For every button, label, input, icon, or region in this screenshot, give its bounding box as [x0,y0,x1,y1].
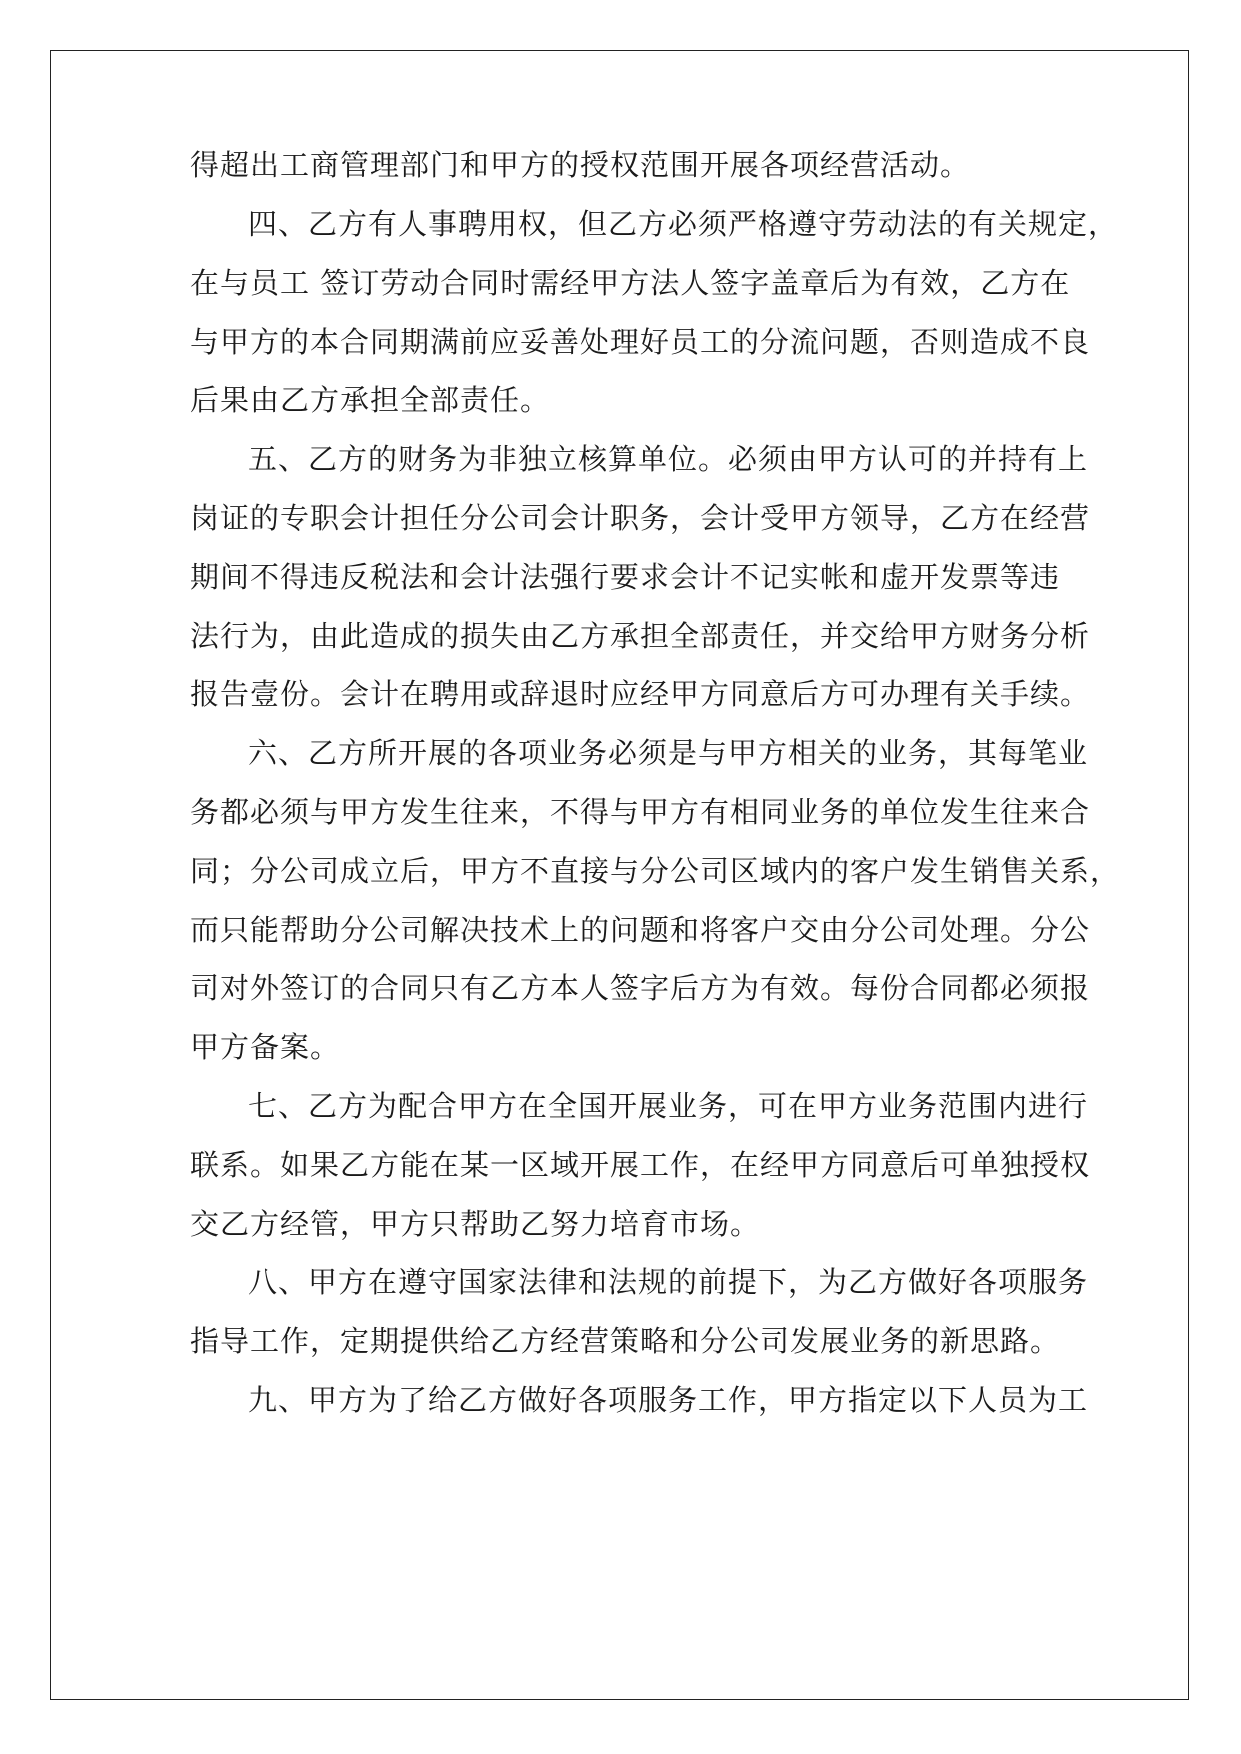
text-line: 岗证的专职会计担任分公司会计职务，会计受甲方领导，乙方在经营 [190,501,1091,535]
text-line: 法行为，由此造成的损失由乙方承担全部责任，并交给甲方财务分析 [190,619,1091,653]
clause-4-start: 四、乙方有人事聘用权，但乙方必须严格遵守劳动法的有关规定， [248,207,1119,241]
clause-6-start: 六、乙方所开展的各项业务必须是与甲方相关的业务，其每笔业 [248,736,1089,770]
text-line: 指导工作，定期提供给乙方经营策略和分公司发展业务的新思路。 [190,1324,1061,1358]
clause-8-start: 八、甲方在遵守国家法律和法规的前提下，为乙方做好各项服务 [248,1265,1089,1299]
text-line: 联系。如果乙方能在某一区域开展工作，在经甲方同意后可单独授权 [190,1148,1091,1182]
text-line: 后果由乙方承担全部责任。 [190,383,551,417]
text-line: 期间不得违反税法和会计法强行要求会计不记实帐和虚开发票等违 [190,560,1061,594]
text-line: 得超出工商管理部门和甲方的授权范围开展各项经营活动。 [190,148,971,182]
text-line: 同；分公司成立后，甲方不直接与分公司区域内的客户发生销售关系， [190,854,1121,888]
text-line: 司对外签订的合同只有乙方本人签字后方为有效。每份合同都必须报 [190,971,1091,1005]
clause-5-start: 五、乙方的财务为非独立核算单位。必须由甲方认可的并持有上 [248,442,1089,476]
text-line: 甲方备案。 [190,1030,341,1064]
text-line: 报告壹份。会计在聘用或辞退时应经甲方同意后方可办理有关手续。 [190,677,1091,711]
text-line: 在与员工 签订劳动合同时需经甲方法人签字盖章后为有效，乙方在 [190,266,1071,300]
text-line: 交乙方经管，甲方只帮助乙努力培育市场。 [190,1207,761,1241]
text-line: 务都必须与甲方发生往来，不得与甲方有相同业务的单位发生往来合 [190,795,1091,829]
clause-7-start: 七、乙方为配合甲方在全国开展业务，可在甲方业务范围内进行 [248,1089,1089,1123]
text-line: 与甲方的本合同期满前应妥善处理好员工的分流问题，否则造成不良 [190,325,1091,359]
text-line: 而只能帮助分公司解决技术上的问题和将客户交由分公司处理。分公 [190,913,1091,947]
clause-9-start: 九、甲方为了给乙方做好各项服务工作，甲方指定以下人员为工 [248,1383,1089,1417]
